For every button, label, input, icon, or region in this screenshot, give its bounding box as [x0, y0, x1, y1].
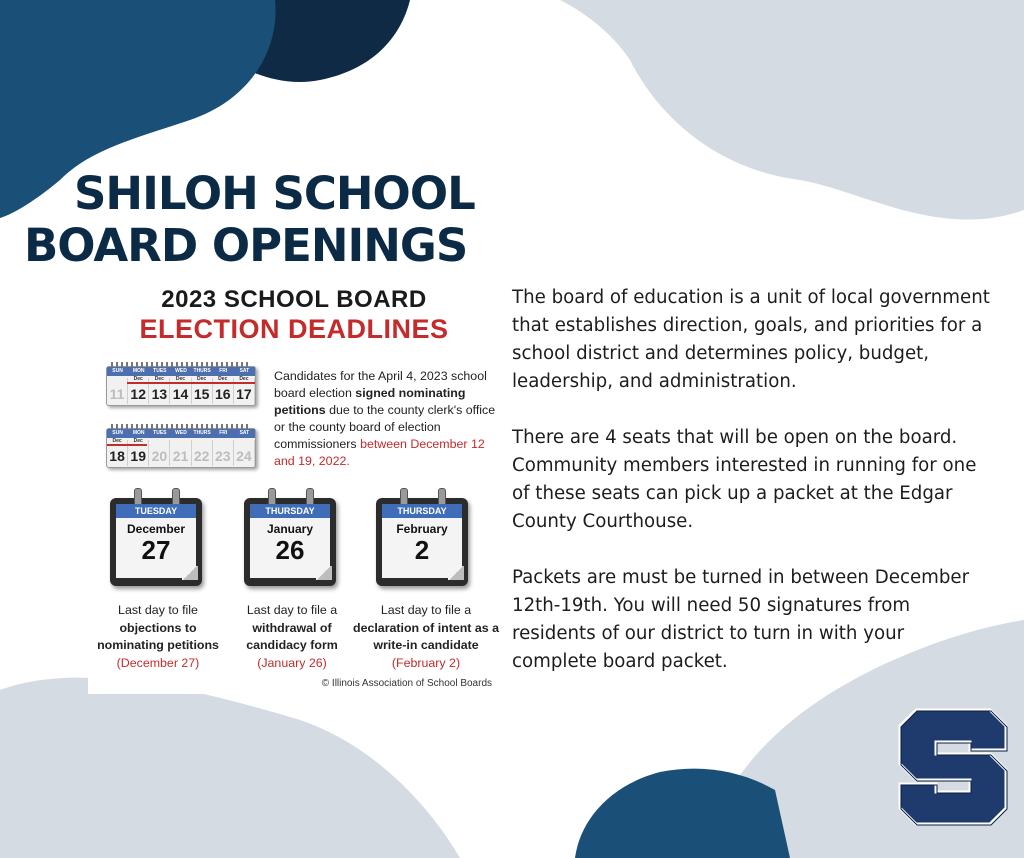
date-cell: 23 [213, 440, 234, 466]
date-cell: 20 [149, 440, 170, 466]
weekday-label: FRI [219, 430, 228, 436]
caption-objections [88, 602, 228, 672]
description-date-range: between December 12 and 19, 2022. [274, 437, 485, 468]
calendar-weekday: THURSDAY [382, 504, 462, 518]
logo-letter-s [900, 710, 1006, 824]
caption-write-in [352, 602, 500, 672]
caption-text: Last day to file [118, 603, 198, 617]
infographic-subtitle: ELECTION DEADLINES [139, 314, 449, 344]
weekday-label: SUN [112, 368, 123, 374]
deadline-range-line [127, 382, 255, 384]
paragraph-board-description: The board of education is a unit of local government that establishes direction, goals, and priorities for a school district and determines policy, budget, leadership, and administration. [512, 287, 990, 392]
weekday-label: TUES [153, 430, 167, 436]
caption-text: Last day to file a [380, 603, 472, 617]
election-deadlines-infographic [88, 280, 500, 694]
date-cell: Dec 13 [149, 378, 170, 404]
description-text: Candidates for the April 4, 2023 school board election [274, 369, 487, 400]
weekday-label: SUN [112, 430, 123, 436]
paragraph-seats-open: There are 4 seats that will be open on the board. Community members interested in running for one of these seats can pick up a packet at the Edgar County Courthouse. [512, 427, 977, 532]
weekday-label: WED [175, 430, 187, 436]
description-text: due to the county clerk's office or the county board of election commissioners [274, 403, 496, 451]
calendar-weekday: TUESDAY [116, 504, 196, 518]
calendar-day: 27 [141, 535, 171, 565]
date-cell: Dec 16 [213, 378, 234, 404]
weekday-label: WED [175, 368, 187, 374]
page-curl [316, 566, 332, 580]
date-cell: Dec 12 [128, 378, 149, 404]
deadline-range-line [107, 444, 147, 446]
gray-blob-bottom-left [0, 678, 460, 858]
calendar-week-1 [106, 366, 256, 406]
date-cell: 22 [192, 440, 213, 466]
calendar-month: February [396, 522, 448, 536]
weekday-label: THURS [193, 368, 211, 374]
caption-text: Last day to file a [246, 603, 338, 617]
gray-blob-top-right [560, 0, 1024, 219]
weekday-label: MON [132, 430, 145, 436]
caption-date: (February 2) [391, 655, 461, 670]
calendar-month: January [266, 522, 314, 536]
paragraph-packet-instructions: Packets are must be turned in between December 12th-19th. You will need 50 signatures from residents of our district to turn in with your complete board packet. [512, 567, 970, 672]
weekday-label: TUES [153, 368, 167, 374]
headline [24, 168, 514, 272]
caption-date: (December 27) [116, 655, 200, 670]
infographic-title: 2023 SCHOOL BOARD [161, 286, 427, 313]
date-cell: Dec 14 [170, 378, 191, 404]
caption-date: (January 26) [257, 655, 327, 670]
calendar-day: 26 [275, 535, 305, 565]
calendar-day: 2 [414, 535, 430, 565]
date-cell: Dec 18 [107, 440, 128, 466]
caption-bold: objections to nominating petitions [97, 620, 219, 652]
caption-bold: declaration of intent as a write-in candidate [353, 620, 499, 652]
weekday-label: SAT [239, 368, 250, 374]
weekday-label: SAT [239, 430, 250, 436]
body-text [512, 284, 992, 704]
headline-line-1: SHILOH SCHOOL [74, 167, 475, 220]
shiloh-s-logo [898, 708, 1008, 826]
weekday-label: THURS [193, 430, 211, 436]
calendar-february-2 [376, 488, 470, 588]
date-cell: Dec 17 [234, 378, 255, 404]
date-cell: 24 [234, 440, 255, 466]
calendar-january-26 [244, 488, 338, 588]
page-curl [182, 566, 198, 580]
date-cell: Dec 19 [128, 440, 149, 466]
calendar-december-27 [110, 488, 204, 588]
headline-line-2: BOARD OPENINGS [24, 219, 468, 272]
weekday-label: FRI [219, 368, 228, 374]
weekday-label: MON [132, 368, 145, 374]
copyright-notice: © Illinois Association of School Boards [321, 678, 492, 689]
date-cell: Dec 15 [192, 378, 213, 404]
calendar-month: December [126, 522, 186, 536]
calendar-weekday: THURSDAY [250, 504, 330, 518]
calendar-week-2 [106, 428, 256, 468]
date-cell: 11 [107, 378, 128, 404]
description-bold: signed nominating petitions [274, 386, 466, 417]
caption-withdrawal [222, 602, 362, 672]
page-curl [448, 566, 464, 580]
petition-deadline-description [274, 368, 498, 470]
caption-bold: withdrawal of candidacy form [246, 620, 338, 652]
date-cell: 21 [170, 440, 191, 466]
blue-blob-bottom-mid [575, 769, 790, 858]
